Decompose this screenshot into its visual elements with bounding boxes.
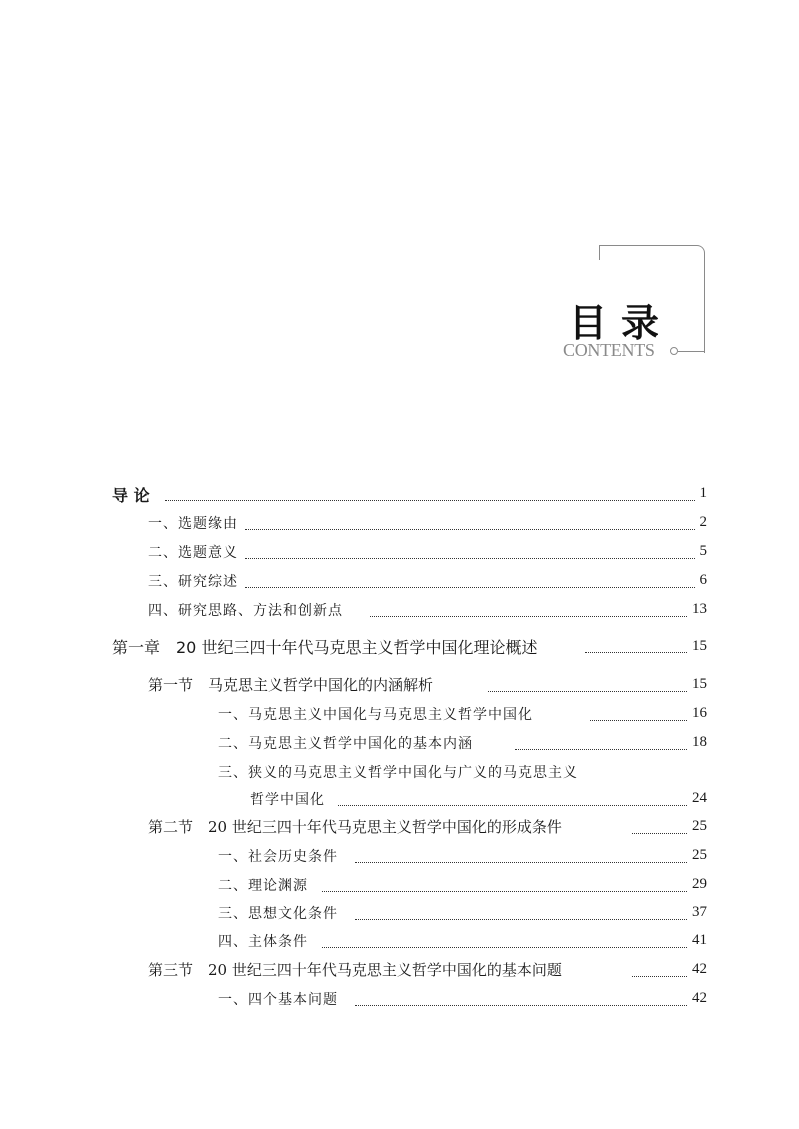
toc-entry-section[interactable] xyxy=(0,674,799,702)
toc-leader xyxy=(585,652,687,653)
toc-leader xyxy=(515,749,687,750)
toc-entry[interactable] xyxy=(0,930,799,958)
toc-page: 5 xyxy=(699,543,707,559)
toc-label: 导 论 xyxy=(112,483,153,506)
toc-entry[interactable] xyxy=(0,732,799,760)
toc-label: 二、选题意义 xyxy=(148,542,241,562)
toc-leader xyxy=(590,720,687,721)
toc-page: 42 xyxy=(692,961,707,977)
subtitle-rule xyxy=(678,351,705,352)
toc-page: 25 xyxy=(692,818,707,834)
toc-leader xyxy=(355,1005,687,1006)
toc-label: 第三节 20 世纪三四十年代马克思主义哲学中国化的基本问题 xyxy=(148,959,565,980)
toc-label: 第二节 20 世纪三四十年代马克思主义哲学中国化的形成条件 xyxy=(148,816,565,837)
toc-label: 四、研究思路、方法和创新点 xyxy=(148,600,346,620)
toc-label: 三、研究综述 xyxy=(148,571,241,591)
toc-leader xyxy=(632,976,687,977)
toc-entry-chapter-1[interactable] xyxy=(0,635,799,663)
toc-leader xyxy=(165,500,695,501)
toc-entry-section[interactable] xyxy=(0,816,799,844)
toc-page: 18 xyxy=(692,734,707,750)
page-subtitle: CONTENTS xyxy=(563,340,655,360)
toc-label: 二、理论渊源 xyxy=(218,875,311,895)
toc-page: 15 xyxy=(692,638,707,654)
toc-page: 13 xyxy=(692,601,707,617)
toc-page: 1 xyxy=(699,485,707,501)
toc-entry-continuation[interactable] xyxy=(0,788,799,816)
toc-leader xyxy=(355,919,687,920)
toc-label: 一、社会历史条件 xyxy=(218,846,341,866)
toc-page: 25 xyxy=(692,847,707,863)
toc-entry-multiline[interactable] xyxy=(0,761,799,789)
toc-leader xyxy=(245,587,695,588)
toc-entry[interactable] xyxy=(0,570,799,598)
toc-label: 第一节 马克思主义哲学中国化的内涵解析 xyxy=(148,674,436,695)
toc-label: 一、选题缘由 xyxy=(148,513,241,533)
toc-label: 一、马克思主义中国化与马克思主义哲学中国化 xyxy=(218,704,536,724)
toc-page: 6 xyxy=(699,572,707,588)
toc-leader xyxy=(322,947,687,948)
page-title: 目录 xyxy=(569,301,674,345)
toc-page: 41 xyxy=(692,932,707,948)
toc-leader xyxy=(370,616,687,617)
toc-leader xyxy=(245,558,695,559)
toc-entry[interactable] xyxy=(0,902,799,930)
toc-page: 16 xyxy=(692,705,707,721)
toc-page: 42 xyxy=(692,990,707,1006)
toc-page: 24 xyxy=(692,790,707,806)
toc-page: 37 xyxy=(692,904,707,920)
toc-leader xyxy=(322,891,687,892)
toc-leader xyxy=(632,833,687,834)
toc-entry[interactable] xyxy=(0,703,799,731)
circle-ornament-icon xyxy=(670,347,678,355)
toc-leader xyxy=(338,805,687,806)
toc-page: 15 xyxy=(692,676,707,692)
toc-entry[interactable] xyxy=(0,874,799,902)
toc-label-continuation: 哲学中国化 xyxy=(250,789,328,809)
toc-label: 三、狭义的马克思主义哲学中国化与广义的马克思主义 xyxy=(218,762,581,782)
toc-label: 三、思想文化条件 xyxy=(218,903,341,923)
toc-entry[interactable] xyxy=(0,512,799,540)
toc-label: 四、主体条件 xyxy=(218,931,311,951)
toc-label: 第一章 20 世纪三四十年代马克思主义哲学中国化理论概述 xyxy=(112,635,540,658)
toc-label: 二、马克思主义哲学中国化的基本内涵 xyxy=(218,733,476,753)
toc-entry-intro[interactable] xyxy=(0,483,799,511)
toc-page: 2 xyxy=(699,514,707,530)
toc-leader xyxy=(245,529,695,530)
toc-entry[interactable] xyxy=(0,599,799,627)
toc-entry-section[interactable] xyxy=(0,959,799,987)
toc-page: 29 xyxy=(692,876,707,892)
toc-entry[interactable] xyxy=(0,988,799,1016)
toc-entry[interactable] xyxy=(0,541,799,569)
toc-label: 一、四个基本问题 xyxy=(218,989,341,1009)
toc-entry[interactable] xyxy=(0,845,799,873)
toc-leader xyxy=(355,862,687,863)
toc-leader xyxy=(488,691,687,692)
